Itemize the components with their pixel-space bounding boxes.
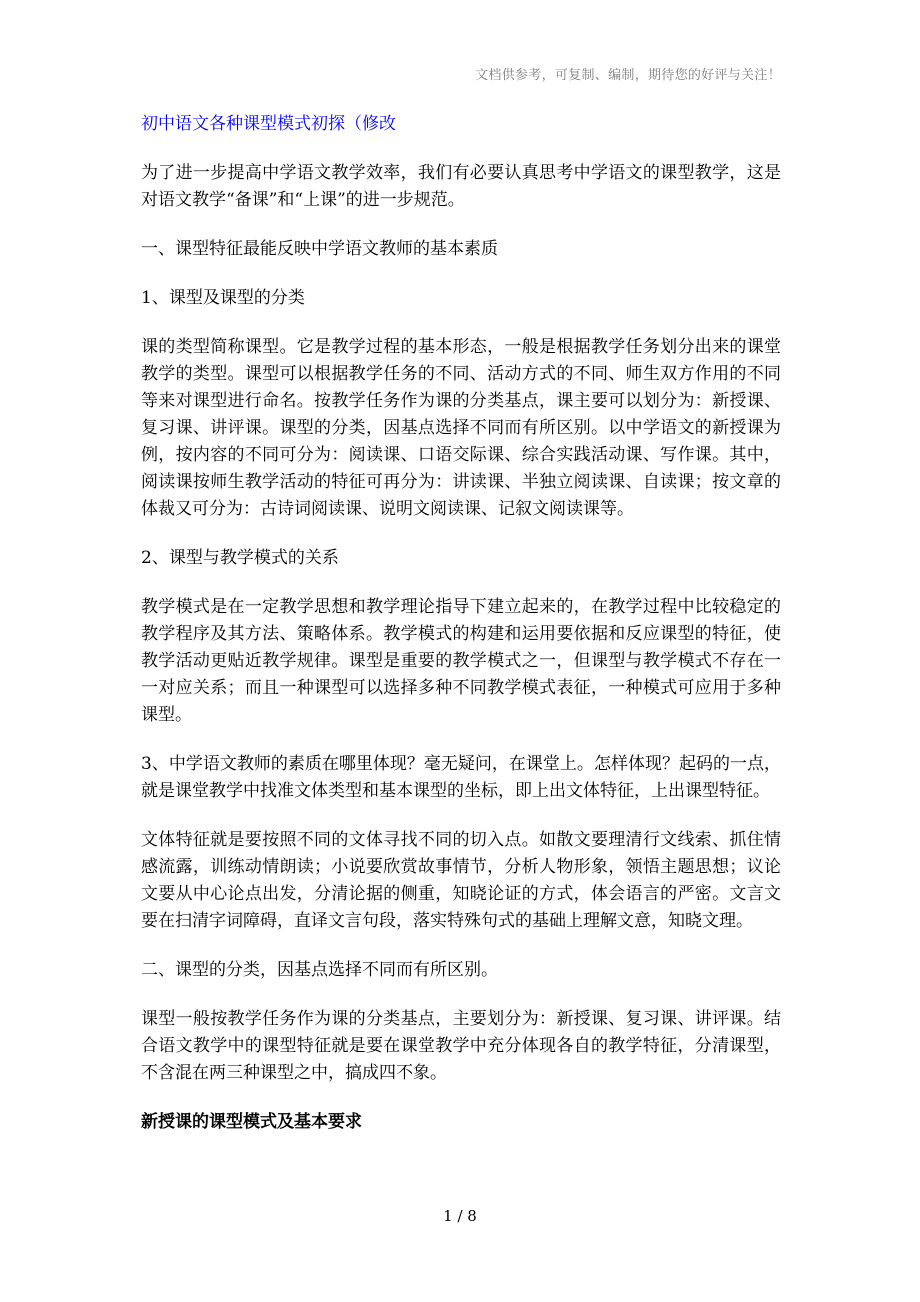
bold-heading-new-lesson: 新授课的课型模式及基本要求 xyxy=(141,1112,362,1132)
page-number: 1 / 8 xyxy=(443,1207,477,1225)
paragraph-genre-features: 文体特征就是要按照不同的文体寻找不同的切入点。如散文要理清行文线索、抓住情感流露，训练动情朗读；小说要欣赏故事情节，分析人物形象，领悟主题思想；议论文要从中心论点出发，分清论据的侧重，知晓论证的方式，体会语言的严密。文言文要在扫清字词障碍，直译文言句段，落实特殊句式的基础上理解文意，知晓文理。 xyxy=(141,830,781,931)
paragraph-course-types: 课的类型简称课型。它是教学过程的基本形态，一般是根据教学任务划分出来的课堂教学的类型。课型可以根据教学任务的不同、活动方式的不同、师生双方作用的不同等来对课型进行命名。按教学任务作为课的分类基点，课主要可以划分为：新授课、复习课、讲评课。课型的分类，因基点选择不同而有所区别。以中学语文的新授课为例，按内容的不同可分为：阅读课、口语交际课、综合实践活动课、写作课。其中，阅读课按师生教学活动的特征可再分为：讲读课、半独立阅读课、自读课；按文章的体裁又可分为：古诗词阅读课、说明文阅读课、记叙文阅读课等。 xyxy=(141,337,781,519)
header-note: 文档供参考，可复制、编制，期待您的好评与关注！ xyxy=(475,68,781,83)
paragraph-teaching-modes: 教学模式是在一定教学思想和教学理论指导下建立起来的，在教学过程中比较稳定的教学程序及其方法、策略体系。教学模式的构建和运用要依据和反应课型的特征，使教学活动更贴近教学规律。课型是重要的教学模式之一，但课型与教学模式不存在一一对应关系；而且一种课型可以选择多种不同教学模式表征，一种模式可应用于多种课型。 xyxy=(141,597,781,725)
paragraph-teacher-quality: 3、中学语文教师的素质在哪里体现？毫无疑问，在课堂上。怎样体现？起码的一点，就是课堂教学中找准文体类型和基本课型的坐标，即上出文体特征，上出课型特征。 xyxy=(141,754,781,801)
section-heading-1: 一、课型特征最能反映中学语文教师的基本素质 xyxy=(141,239,498,259)
intro-paragraph: 为了进一步提高中学语文教学效率，我们有必要认真思考中学语文的课型教学，这是对语文教学“备课”和“上课”的进一步规范。 xyxy=(141,163,781,210)
paragraph-classification: 课型一般按教学任务作为课的分类基点，主要划分为：新授课、复习课、讲评课。结合语文教学中的课型特征就是要在课堂教学中充分体现各自的教学特征，分清课型，不含混在两三种课型之中，搞成四不象。 xyxy=(141,1009,781,1083)
section-heading-2: 二、课型的分类，因基点选择不同而有所区别。 xyxy=(141,960,498,980)
document-title: 初中语文各种课型模式初探（修改 xyxy=(141,114,396,134)
subsection-heading-1: 1、课型及课型的分类 xyxy=(141,288,305,308)
document-body xyxy=(141,111,781,1158)
subsection-heading-2: 2、课型与教学模式的关系 xyxy=(141,548,339,568)
